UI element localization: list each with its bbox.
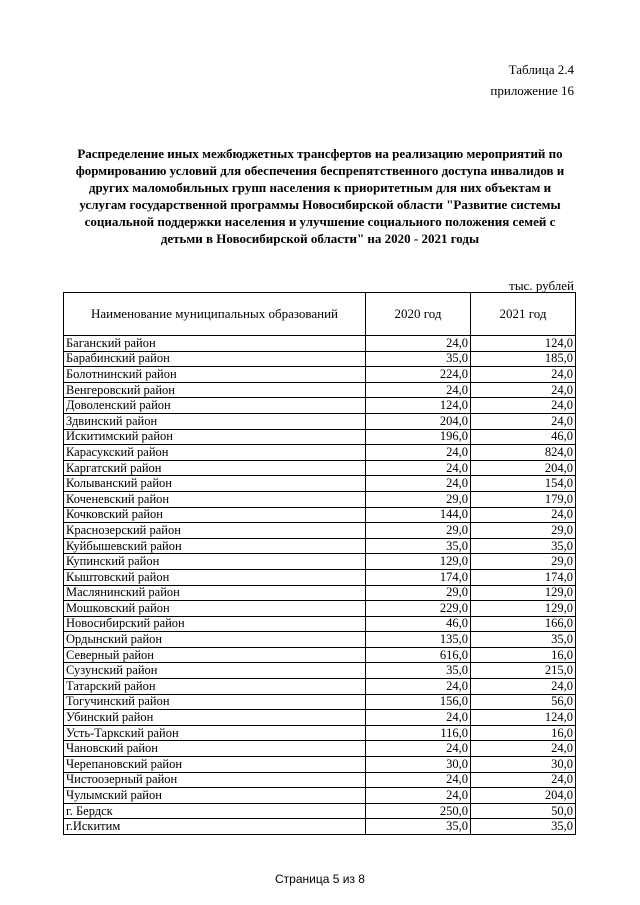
value-2020-cell: 204,0 (366, 413, 471, 429)
municipality-cell: Кыштовский район (64, 569, 366, 585)
value-2020-cell: 124,0 (366, 398, 471, 414)
value-2020-cell: 35,0 (366, 819, 471, 835)
table-row (64, 367, 576, 383)
value-2021-cell: 24,0 (471, 741, 576, 757)
table-row (64, 336, 576, 352)
municipality-cell: Коченевский район (64, 491, 366, 507)
municipality-cell: Чистоозерный район (64, 772, 366, 788)
municipality-cell: Татарский район (64, 679, 366, 695)
municipality-cell: Черепановский район (64, 757, 366, 773)
value-2020-cell: 24,0 (366, 445, 471, 461)
value-2020-cell: 46,0 (366, 616, 471, 632)
value-2021-cell: 16,0 (471, 725, 576, 741)
value-2020-cell: 35,0 (366, 663, 471, 679)
table-row (64, 382, 576, 398)
value-2020-cell: 135,0 (366, 632, 471, 648)
municipality-cell: Барабинский район (64, 351, 366, 367)
table-row (64, 398, 576, 414)
value-2020-cell: 24,0 (366, 336, 471, 352)
value-2020-cell: 30,0 (366, 757, 471, 773)
value-2021-cell: 124,0 (471, 336, 576, 352)
municipality-cell: Доволенский район (64, 398, 366, 414)
value-2020-cell: 144,0 (366, 507, 471, 523)
unit-label: тыс. рублей (509, 278, 574, 293)
value-2021-cell: 35,0 (471, 819, 576, 835)
value-2021-cell: 46,0 (471, 429, 576, 445)
municipality-cell: Куйбышевский район (64, 538, 366, 554)
value-2020-cell: 35,0 (366, 351, 471, 367)
municipality-cell: Северный район (64, 647, 366, 663)
value-2020-cell: 156,0 (366, 694, 471, 710)
value-2021-cell: 24,0 (471, 398, 576, 414)
table-row (64, 694, 576, 710)
value-2020-cell: 116,0 (366, 725, 471, 741)
value-2020-cell: 24,0 (366, 382, 471, 398)
column-header-municipality: Наименование муниципальных образований (64, 293, 366, 336)
table-row (64, 647, 576, 663)
table-row (64, 819, 576, 835)
table-number: Таблица 2.4 (508, 62, 574, 77)
appendix-label: приложение 16 (490, 83, 574, 98)
table-row (64, 460, 576, 476)
value-2021-cell: 166,0 (471, 616, 576, 632)
value-2021-cell: 24,0 (471, 367, 576, 383)
value-2020-cell: 196,0 (366, 429, 471, 445)
table-row (64, 569, 576, 585)
value-2021-cell: 24,0 (471, 679, 576, 695)
table-row (64, 429, 576, 445)
municipality-cell: Каргатский район (64, 460, 366, 476)
table-row (64, 538, 576, 554)
municipality-cell: Маслянинский район (64, 585, 366, 601)
document-title: Распределение иных межбюджетных трансфертов на реализацию мероприятий по формированию условий для обеспечения беспрепятственного доступа инвалидов и других маломобильных групп населения к приоритетным для них объектам и услугам государственной программы Новосибирской области "Развитие системы социальной поддержки населения и улучшение социального положения семей с детьми в Новосибирской области" на 2020 - 2021 годы (75, 146, 565, 246)
value-2020-cell: 24,0 (366, 679, 471, 695)
value-2021-cell: 24,0 (471, 382, 576, 398)
value-2021-cell: 129,0 (471, 585, 576, 601)
page-footer: Страница 5 из 8 (275, 872, 365, 886)
table-row (64, 476, 576, 492)
table-row (64, 554, 576, 570)
value-2021-cell: 56,0 (471, 694, 576, 710)
table-row (64, 413, 576, 429)
municipality-cell: Колыванский район (64, 476, 366, 492)
municipality-cell: Ордынский район (64, 632, 366, 648)
table-row (64, 491, 576, 507)
value-2021-cell: 204,0 (471, 788, 576, 804)
value-2021-cell: 154,0 (471, 476, 576, 492)
municipality-cell: Усть-Таркский район (64, 725, 366, 741)
value-2020-cell: 24,0 (366, 772, 471, 788)
municipality-cell: Карасукский район (64, 445, 366, 461)
column-header-2020: 2020 год (366, 293, 471, 336)
table-row (64, 585, 576, 601)
municipality-cell: Искитимский район (64, 429, 366, 445)
value-2020-cell: 224,0 (366, 367, 471, 383)
value-2021-cell: 124,0 (471, 710, 576, 726)
value-2021-cell: 185,0 (471, 351, 576, 367)
value-2020-cell: 24,0 (366, 710, 471, 726)
municipality-cell: Здвинский район (64, 413, 366, 429)
value-2020-cell: 29,0 (366, 491, 471, 507)
value-2020-cell: 24,0 (366, 788, 471, 804)
municipality-cell: Сузунский район (64, 663, 366, 679)
municipality-cell: Новосибирский район (64, 616, 366, 632)
value-2021-cell: 174,0 (471, 569, 576, 585)
value-2021-cell: 24,0 (471, 772, 576, 788)
municipality-cell: Купинский район (64, 554, 366, 570)
value-2020-cell: 29,0 (366, 585, 471, 601)
value-2021-cell: 824,0 (471, 445, 576, 461)
table-row (64, 741, 576, 757)
value-2021-cell: 50,0 (471, 803, 576, 819)
table-header-row (64, 293, 576, 336)
table-row (64, 679, 576, 695)
table-row (64, 507, 576, 523)
value-2021-cell: 29,0 (471, 523, 576, 539)
municipality-cell: Мошковский район (64, 601, 366, 617)
municipality-cell: Чановский район (64, 741, 366, 757)
allocation-table (63, 292, 576, 835)
value-2020-cell: 24,0 (366, 741, 471, 757)
municipality-cell: Баганский район (64, 336, 366, 352)
value-2020-cell: 24,0 (366, 476, 471, 492)
value-2020-cell: 35,0 (366, 538, 471, 554)
table-row (64, 616, 576, 632)
value-2021-cell: 29,0 (471, 554, 576, 570)
value-2021-cell: 16,0 (471, 647, 576, 663)
table-row (64, 772, 576, 788)
value-2021-cell: 35,0 (471, 632, 576, 648)
value-2020-cell: 129,0 (366, 554, 471, 570)
table-row (64, 788, 576, 804)
municipality-cell: г.Искитим (64, 819, 366, 835)
value-2021-cell: 129,0 (471, 601, 576, 617)
value-2021-cell: 179,0 (471, 491, 576, 507)
table-row (64, 803, 576, 819)
municipality-cell: Кочковский район (64, 507, 366, 523)
municipality-cell: Убинский район (64, 710, 366, 726)
value-2021-cell: 24,0 (471, 507, 576, 523)
table-row (64, 725, 576, 741)
municipality-cell: Тогучинский район (64, 694, 366, 710)
table-row (64, 632, 576, 648)
table-row (64, 351, 576, 367)
value-2020-cell: 29,0 (366, 523, 471, 539)
table-row (64, 445, 576, 461)
municipality-cell: Болотнинский район (64, 367, 366, 383)
value-2020-cell: 250,0 (366, 803, 471, 819)
value-2021-cell: 35,0 (471, 538, 576, 554)
table-row (64, 710, 576, 726)
value-2021-cell: 30,0 (471, 757, 576, 773)
table-row (64, 663, 576, 679)
value-2020-cell: 174,0 (366, 569, 471, 585)
table-row (64, 601, 576, 617)
municipality-cell: г. Бердск (64, 803, 366, 819)
column-header-2021: 2021 год (471, 293, 576, 336)
value-2021-cell: 204,0 (471, 460, 576, 476)
table-row (64, 523, 576, 539)
value-2021-cell: 24,0 (471, 413, 576, 429)
table-row (64, 757, 576, 773)
value-2020-cell: 24,0 (366, 460, 471, 476)
value-2020-cell: 229,0 (366, 601, 471, 617)
value-2021-cell: 215,0 (471, 663, 576, 679)
municipality-cell: Краснозерский район (64, 523, 366, 539)
municipality-cell: Венгеровский район (64, 382, 366, 398)
municipality-cell: Чулымский район (64, 788, 366, 804)
value-2020-cell: 616,0 (366, 647, 471, 663)
